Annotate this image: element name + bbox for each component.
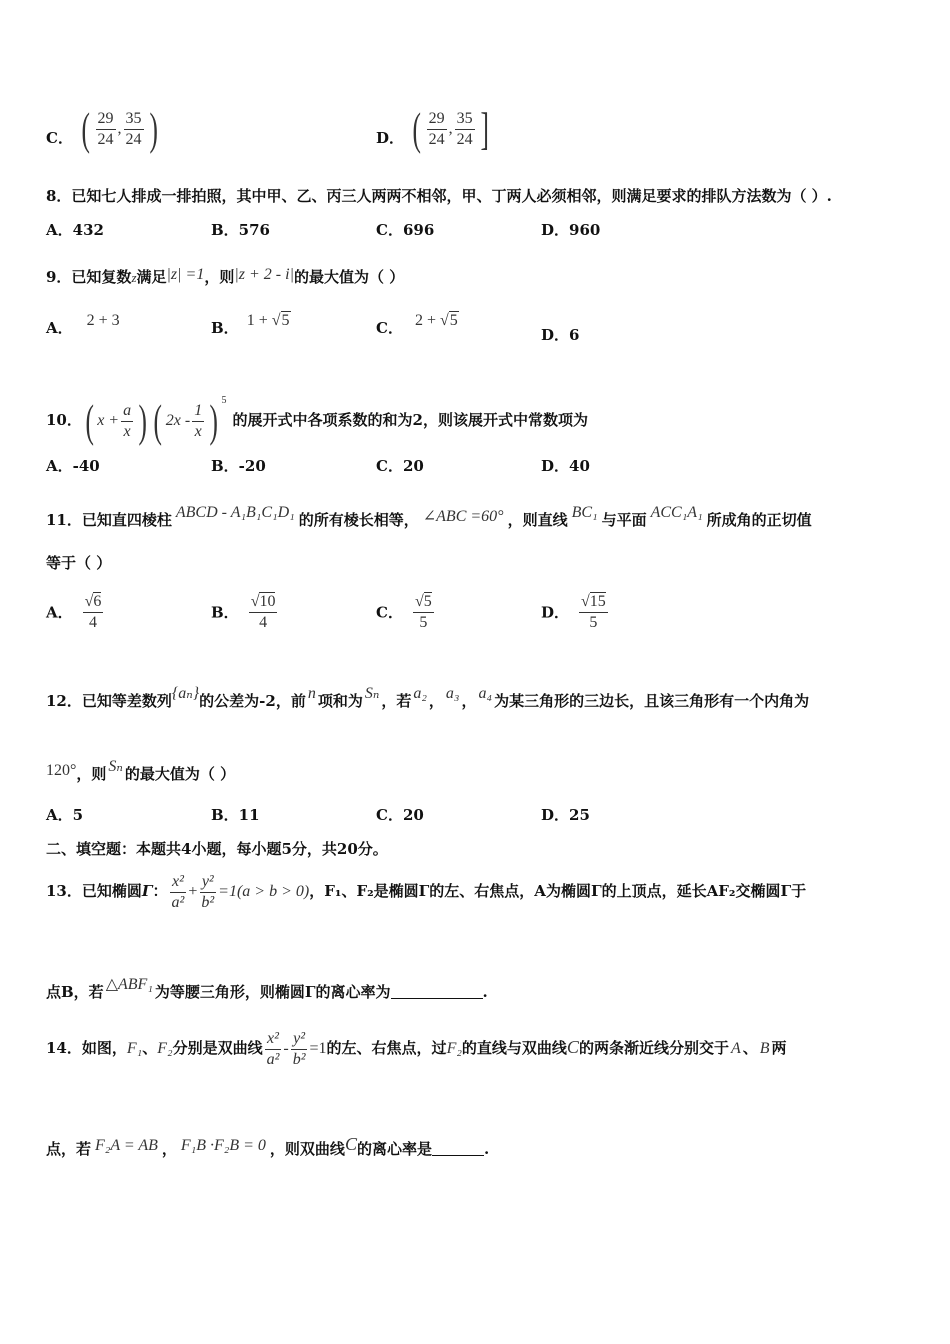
q11-mid2: ，则直线 <box>507 511 568 529</box>
numerator: 29 <box>427 109 447 130</box>
denominator: 5 <box>589 614 598 631</box>
math-solid: ABCD - A₁B₁C₁D₁ <box>175 504 295 521</box>
math-b: B <box>759 1040 770 1057</box>
q12-option-d: D．25 <box>541 806 590 824</box>
denominator: 24 <box>97 130 114 148</box>
q11-stem-line2: 等于（ ） <box>46 554 112 572</box>
close-paren: ) <box>209 395 219 446</box>
exponent: 5 <box>221 395 227 406</box>
q12-stem-line2 <box>46 757 235 784</box>
option-label: B． <box>211 603 239 622</box>
denominator: x <box>123 422 131 440</box>
q11-option-b <box>211 592 279 633</box>
denominator: 5 <box>419 614 428 631</box>
q14-stem-line2 <box>46 1134 489 1159</box>
math-modulus-condition: |z| =1 <box>166 266 205 283</box>
math-term: 2x - <box>165 412 191 429</box>
numerator: x² <box>265 1029 281 1050</box>
denominator: a² <box>171 893 185 911</box>
radicand: 10 <box>259 593 276 610</box>
numerator: √15 <box>579 592 608 613</box>
option-math <box>415 312 459 329</box>
q12-line2-suffix: 的最大值为（ ） <box>124 765 236 783</box>
option-label: A． <box>46 603 73 622</box>
q14-prefix: 14．如图， <box>46 1039 127 1057</box>
fraction <box>124 109 144 150</box>
numerator: a <box>121 401 133 422</box>
math-c: C <box>344 1134 357 1154</box>
q9-mid2: ，则 <box>204 268 235 286</box>
separator: 、 <box>742 1039 758 1057</box>
denominator: 24 <box>125 130 142 148</box>
q11-prefix: 11．已知直四棱柱 <box>46 511 172 529</box>
math-f1: F₁ <box>126 1040 143 1057</box>
q9-option-d: D．6 <box>541 326 580 344</box>
q14-suffix: 两 <box>771 1039 787 1057</box>
colon: ： <box>152 882 168 900</box>
equals-one: =1 <box>309 1040 327 1057</box>
option-label: C． <box>376 603 403 622</box>
q11-stem <box>46 503 812 530</box>
q13-text: ，F₁、F₂是椭圆Γ的左、右焦点，A为椭圆Γ的上顶点，延长AF₂交椭圆Γ于 <box>309 882 807 900</box>
math-sn: Sₙ <box>108 758 123 775</box>
math-triangle: △ABF₁ <box>105 976 153 993</box>
math-condition: F₁B ·F₂B = 0 <box>180 1137 266 1154</box>
q13-stem-line2 <box>46 975 488 1002</box>
q11-mid1: 的所有棱长相等， <box>298 511 419 529</box>
q8-option-d: D．960 <box>541 221 601 239</box>
q12-stem <box>46 684 809 711</box>
q10-option-c: C．20 <box>376 457 424 475</box>
plus-sign: + <box>188 883 198 900</box>
q8-option-b: B．576 <box>211 221 270 239</box>
q12-suffix: 为某三角形的三边长，且该三角形有一个内角为 <box>494 692 810 710</box>
denominator: 4 <box>259 614 268 631</box>
numerator: 35 <box>124 109 144 130</box>
math-z: z <box>131 270 137 285</box>
math-sn: Sₙ <box>364 685 380 702</box>
section-heading: 二、填空题：本题共4小题，每小题5分，共20分。 <box>46 840 388 858</box>
q9-suffix: 的最大值为（ ） <box>293 268 405 286</box>
denominator: b² <box>201 893 215 911</box>
open-paren: ( <box>85 395 94 446</box>
math-condition: F₂A = AB <box>95 1137 158 1154</box>
fraction <box>83 592 104 633</box>
q10-option-a: A．-40 <box>46 457 100 475</box>
option-label: C． <box>376 319 403 337</box>
minus-sign: - <box>283 1040 289 1057</box>
numerator: √10 <box>249 592 278 613</box>
denominator: 24 <box>456 130 473 148</box>
math-term: x + <box>97 412 120 429</box>
q7-option-d <box>376 103 492 154</box>
comma: ， <box>461 692 477 710</box>
q12-line2-mid: ，则 <box>76 765 107 783</box>
close-paren: ) <box>148 103 158 154</box>
q14-line2-prefix: 点，若 <box>46 1140 92 1158</box>
q11-mid3: 与平面 <box>601 511 647 529</box>
math-angle: 120° <box>46 762 77 779</box>
answer-blank[interactable] <box>391 984 483 999</box>
fraction <box>455 109 475 150</box>
math-a: A <box>730 1040 741 1057</box>
fraction <box>291 1029 308 1070</box>
option-label: B． <box>211 319 239 337</box>
radicand: 5 <box>423 593 432 610</box>
math-a2: a₂ <box>413 685 427 702</box>
radicand: 15 <box>589 593 606 610</box>
q8-option-a: A．432 <box>46 221 104 239</box>
q7-option-c <box>46 103 161 154</box>
denominator: 4 <box>89 614 98 631</box>
fraction <box>96 109 116 150</box>
q12-option-a: A．5 <box>46 806 84 824</box>
period: . <box>483 1140 490 1158</box>
q13-line2-suffix: 为等腰三角形，则椭圆Γ的离心率为 <box>154 983 391 1001</box>
q9-stem <box>46 265 404 288</box>
open-paren: ( <box>81 103 91 154</box>
option-label: D． <box>376 129 405 147</box>
q13-prefix: 13．已知椭圆 <box>46 882 142 900</box>
fraction <box>192 401 204 442</box>
math-sequence: {aₙ} <box>171 685 200 702</box>
fraction <box>579 592 608 633</box>
radicand: 5 <box>449 312 458 329</box>
math-modulus-expression: |z + 2 - i| <box>234 266 294 283</box>
q14-mid4: 的两条渐近线分别交于 <box>578 1039 729 1057</box>
q14-mid3: 的直线与双曲线 <box>461 1039 567 1057</box>
q10-text: 的展开式中各项系数的和为2，则该展开式中常数项为 <box>232 411 588 429</box>
answer-blank[interactable] <box>432 1141 484 1156</box>
comma: , <box>448 120 453 137</box>
q11-option-a <box>46 592 105 633</box>
sqrt-symbol: √5 <box>439 312 458 329</box>
q14-line2-mid: ，则双曲线 <box>269 1140 345 1158</box>
q14-mid2: 的左、右焦点，过 <box>326 1039 447 1057</box>
option-math <box>247 312 291 329</box>
denominator: b² <box>292 1050 306 1068</box>
open-paren: ( <box>153 395 163 446</box>
fraction <box>199 872 216 913</box>
q12-mid1: 的公差为-2，前 <box>199 692 306 710</box>
q9-option-a <box>46 312 120 339</box>
q14-line2-suffix: 的离心率是 <box>356 1140 432 1158</box>
numerator: √6 <box>83 592 104 613</box>
separator: 、 <box>142 1039 158 1057</box>
math-a3: a₃ <box>445 685 460 702</box>
q10-stem <box>46 378 588 444</box>
q14-mid1: 分别是双曲线 <box>172 1039 263 1057</box>
fraction <box>121 401 133 442</box>
q12-mid3: ，若 <box>381 692 412 710</box>
fraction <box>170 872 187 913</box>
open-paren: ( <box>412 103 422 154</box>
math-angle: ∠ABC =60° <box>422 508 504 525</box>
q10-option-d: D．40 <box>541 457 590 475</box>
denominator: a² <box>266 1050 280 1068</box>
numerator: y² <box>200 872 216 893</box>
radicand: 6 <box>93 593 102 610</box>
fraction <box>413 592 434 633</box>
sqrt-symbol: √5 <box>271 312 290 329</box>
q13-line2-prefix: 点B，若 <box>46 983 104 1001</box>
q11-option-d <box>541 592 610 633</box>
q9-mid1: 满足 <box>136 268 167 286</box>
q12-mid2: 项和为 <box>317 692 363 710</box>
numerator: 1 <box>192 401 204 422</box>
math-gamma: Γ <box>141 882 153 900</box>
q12-prefix: 12．已知等差数列 <box>46 692 172 710</box>
fraction <box>265 1029 282 1070</box>
math-condition: =1(a > b > 0) <box>218 883 310 900</box>
comma: ， <box>161 1140 177 1158</box>
option-label: A． <box>46 319 73 337</box>
denominator: 24 <box>428 130 445 148</box>
q9-option-c <box>376 312 459 339</box>
math-text: 1 + <box>246 312 272 329</box>
math-text: 2 + <box>414 312 440 329</box>
numerator: 29 <box>96 109 116 130</box>
question-number: 10． <box>46 411 82 429</box>
q14-stem <box>46 1024 787 1072</box>
comma: ， <box>428 692 444 710</box>
q8-stem: 8．已知七人排成一排拍照，其中甲、乙、丙三人两两不相邻，甲、丁两人必须相邻，则满足要求的排队方法数为（ ）. <box>46 187 832 205</box>
math-f2: F₂ <box>157 1040 173 1057</box>
q9-option-b <box>211 312 291 339</box>
option-label: C． <box>46 129 73 147</box>
math-n: n <box>307 685 316 702</box>
q12-option-c: C．20 <box>376 806 424 824</box>
q8-option-c: C．696 <box>376 221 435 239</box>
math-f2: F₂ <box>446 1040 462 1057</box>
denominator: x <box>194 422 202 440</box>
q11-suffix: 所成角的正切值 <box>706 511 812 529</box>
math-a4: a₄ <box>478 685 493 702</box>
numerator: 35 <box>455 109 475 130</box>
q12-option-b: B．11 <box>211 806 260 824</box>
q10-option-b: B．-20 <box>211 457 266 475</box>
comma: , <box>117 120 122 137</box>
fraction <box>427 109 447 150</box>
q13-stem <box>46 868 806 915</box>
period: . <box>482 983 488 1001</box>
q9-prefix: 9．已知复数 <box>46 268 132 286</box>
fraction <box>249 592 278 633</box>
math-plane: ACC₁A₁ <box>650 504 703 521</box>
option-math: 2 + 3 <box>86 312 120 329</box>
radicand: 5 <box>281 312 290 329</box>
numerator: √5 <box>413 592 434 613</box>
option-label: D． <box>541 603 570 622</box>
math-line: BC₁ <box>571 504 598 521</box>
numerator: x² <box>170 872 186 893</box>
close-bracket: ] <box>480 103 489 154</box>
q11-option-c <box>376 592 436 633</box>
numerator: y² <box>291 1029 307 1050</box>
close-paren: ) <box>138 395 147 446</box>
math-c: C <box>566 1037 579 1057</box>
